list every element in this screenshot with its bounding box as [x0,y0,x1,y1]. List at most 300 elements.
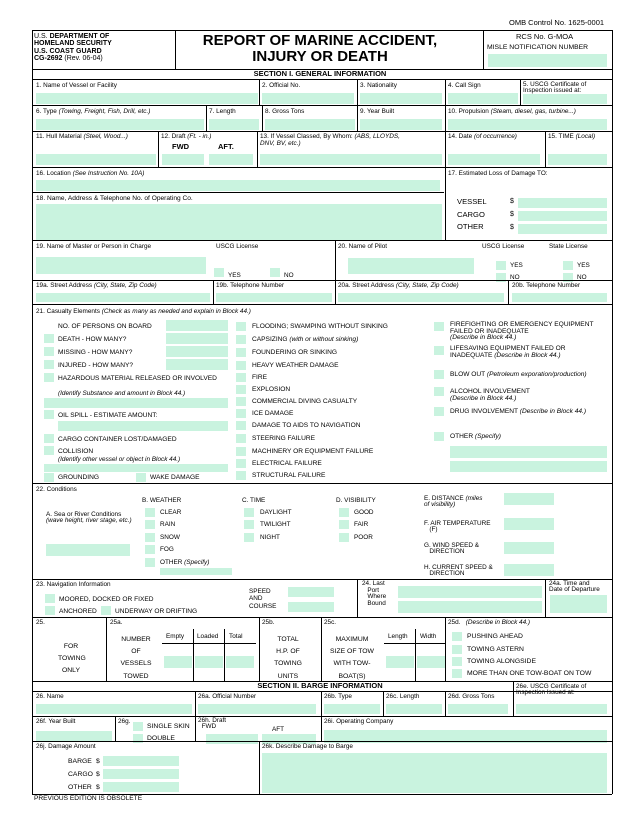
label-loaded: Loaded [197,633,219,640]
label-barge-name: 26. Name [36,693,64,700]
form-title: REPORT OF MARINE ACCIDENT, INJURY OR DEATH [202,32,438,65]
label-barge-gross-tons: 26d. Gross Tons [448,693,495,700]
rule-line [262,105,263,131]
label-tow-length: Length [388,633,408,640]
label-pushing-ahead: PUSHING AHEAD [467,633,523,640]
aids-navigation-checkbox[interactable] [236,421,246,430]
rule-line [195,691,196,741]
label-speed-course: SPEED AND COURSE [249,588,277,610]
label-hazmat-hint: (Identify Substance and amount in Block 44.) [58,390,186,397]
label-good: GOOD [354,509,374,516]
label-uscg-cert: 5. USCG Certificate of Inspection issued at: [523,81,587,95]
persons-on-board-field[interactable] [166,320,228,331]
propulsion-field[interactable] [448,119,607,130]
label-official-no: 2. Official No. [262,82,301,89]
wake-damage-checkbox[interactable] [136,473,146,482]
oil-spill-checkbox[interactable] [44,410,54,419]
speed-field[interactable] [288,587,334,597]
heavy-weather-checkbox[interactable] [236,361,246,370]
rule-line [32,617,612,618]
pilot-name-field[interactable] [348,258,474,274]
previous-edition-note: PREVIOUS EDITION IS OBSOLETE [34,795,143,802]
label-year-built: 9. Year Built [360,108,395,115]
agency-name [34,33,112,62]
rule-line [32,105,612,106]
wind-speed-field[interactable] [504,542,554,554]
label-distance: E. DISTANCE (miles of visibility) [424,495,483,509]
moored-checkbox[interactable] [45,594,55,603]
rule-line [32,79,612,80]
rule-line [158,131,159,167]
label-wake-damage: WAKE DAMAGE [150,474,200,481]
weather-snow-checkbox[interactable] [145,533,155,542]
ice-damage-checkbox[interactable] [236,409,246,418]
uscg-cert-field[interactable] [523,94,607,104]
grounding-checkbox[interactable] [44,473,54,482]
label-steering-failure: STEERING FAILURE [252,435,316,442]
rule-line [357,579,358,617]
rule-line [520,79,521,105]
rule-line [32,30,33,794]
label-death: DEATH - HOW MANY? [58,336,127,343]
label-date: 14. Date (of occurrence) [448,133,517,140]
rule-line [545,131,546,167]
rule-line [321,691,322,741]
draft-fwd-field[interactable] [162,154,204,165]
rule-line [224,629,225,681]
label-barge-year-built: 26f. Year Built [36,718,76,725]
rule-line [106,617,107,681]
label-cargo-lost: CARGO CONTAINER LOST/DAMAGED [58,436,177,443]
label-heavy-weather: HEAVY WEATHER DAMAGE [252,362,339,369]
damage-barge-field[interactable] [103,756,179,766]
date-field[interactable] [448,154,540,165]
label-fire: FIRE [252,374,268,381]
rule-line [32,30,612,31]
label-double-skin: DOUBLE [147,735,175,742]
master-license-no-checkbox[interactable] [270,268,280,277]
section-1-heading: SECTION I. GENERAL INFORMATION [253,69,387,78]
barge-name-field[interactable] [36,704,192,714]
describe-damage-field[interactable] [262,753,607,793]
master-name-field[interactable] [36,257,206,274]
label-propulsion: 10. Propulsion (Steam, diesel, gas, turbine...) [448,108,576,115]
distance-visibility-field[interactable] [504,493,554,505]
label-collision-hint: (Identify other vessel or object in Block 44.) [58,456,181,463]
master-address-field[interactable] [36,293,210,302]
rule-line [193,629,194,681]
single-skin-checkbox[interactable] [133,722,143,731]
weather-other-field[interactable] [160,568,232,575]
course-field[interactable] [288,602,334,612]
label-diving-casualty: COMMERCIAL DIVING CASUALTY [252,398,358,405]
oil-spill-amount-field[interactable] [58,421,228,431]
where-bound-field[interactable] [398,601,542,613]
label-total-vessels: Total [229,633,243,640]
rule-line [445,79,446,240]
master-license-yes-checkbox[interactable] [214,268,224,277]
rule-line [32,167,612,168]
label-master: 19. Name of Master or Person in Charge [36,243,152,250]
rule-line [513,681,514,716]
time-departure-field[interactable] [550,595,607,613]
classed-by-field[interactable] [260,154,442,165]
last-port-field[interactable] [398,586,542,598]
pilot-uscg-yes-checkbox[interactable] [496,261,506,270]
hazmat-detail-field[interactable] [44,398,228,408]
steering-failure-checkbox[interactable] [236,434,246,443]
label-owner-address: 18. Name, Address & Telephone No. of Operating Co. [36,195,193,202]
weather-fog-checkbox[interactable] [145,545,155,554]
rule-line [321,617,322,681]
rule-line [259,617,260,681]
label-fair: FAIR [354,521,369,528]
loss-vessel-field[interactable] [518,198,607,208]
label-block-25c: 25c. [324,619,337,626]
label-night: NIGHT [260,534,280,541]
rule-line [357,79,358,105]
label-number-vessels-towed: NUMBER OF VESSELS TOWED [120,636,152,680]
rule-line [32,579,612,580]
label-barge-length: 26c. Length [386,693,420,700]
label-block-25b: 25b. [262,619,275,626]
vessel-name-field[interactable] [36,93,258,104]
barge-draft-fwd-field[interactable] [206,734,258,744]
blowout-checkbox[interactable] [434,370,444,379]
label-barge-draft: 26h. Draft FWD [198,717,227,731]
cargo-lost-checkbox[interactable] [44,434,54,443]
label-persons-on-board: NO. OF PERSONS ON BOARD [58,323,152,330]
structural-failure-checkbox[interactable] [236,471,246,480]
rule-line [213,280,214,304]
drug-checkbox[interactable] [434,407,444,416]
empty-count-field[interactable] [164,656,192,668]
rule-line [32,794,612,795]
capsizing-checkbox[interactable] [236,335,246,344]
other-casualty-field-1[interactable] [450,446,607,458]
label-electrical-failure: ELECTRICAL FAILURE [252,460,322,467]
label-total-hp: TOTAL H.P. OF TOWING UNITS [274,636,302,680]
injured-count-field[interactable] [166,359,228,370]
label-pilot-uscg-no: NO [510,274,520,281]
more-than-one-checkbox[interactable] [452,669,462,678]
hull-material-field[interactable] [36,154,156,165]
label-weather: B. WEATHER [142,497,182,504]
year-built-field[interactable] [360,119,442,130]
label-for-towing-only: FOR TOWING ONLY [58,643,86,675]
rcs-number: RCS No. G-MOA [516,32,574,41]
label-capsizing: CAPSIZING (with or without sinking) [252,336,359,343]
rule-line [162,643,256,644]
label-wind: G. WIND SPEED & DIRECTION [424,542,480,556]
pilot-state-yes-checkbox[interactable] [563,261,573,270]
rule-line [32,691,612,692]
pilot-address-field[interactable] [338,293,504,302]
label-pilot-state-yes: YES [577,262,590,269]
label-block-25d: 25d. (Describe in Block 44.) [448,619,531,626]
tow-width-field[interactable] [417,656,445,668]
owner-address-field[interactable] [36,204,442,240]
rule-line [32,483,612,484]
injured-checkbox[interactable] [44,360,54,369]
pilot-phone-field[interactable] [512,293,607,302]
anchored-checkbox[interactable] [45,606,55,615]
rule-line [206,105,207,131]
agency-line-4: U.S. COAST GUARD [34,47,102,55]
machinery-failure-checkbox[interactable] [236,447,246,456]
label-time-of-day: C. TIME [242,497,266,504]
official-no-field[interactable] [262,93,354,104]
label-aids-navigation: DAMAGE TO AIDS TO NAVIGATION [252,422,361,429]
rule-line [175,30,176,69]
label-describe-damage: 26k. Describe Damage to Barge [262,743,353,750]
label-empty: Empty [166,633,185,640]
weather-other-checkbox[interactable] [145,558,155,567]
misle-label: MISLE NOTIFICATION NUMBER [487,44,589,51]
label-pilot-uscg-yes: YES [510,262,523,269]
twilight-checkbox[interactable] [244,520,254,529]
label-master-phone: 19b. Telephone Number [216,282,285,289]
label-last-port: 24. Last Port Where Bound [362,580,387,608]
label-drug: DRUG INVOLVEMENT (Describe in Block 44.) [450,408,587,415]
label-hazmat: HAZARDOUS MATERIAL RELEASED OR INVOLVED [58,375,217,382]
label-alcohol: ALCOHOL INVOLVEMENT (Describe in Block 44.) [450,388,530,402]
label-length: 7. Length [209,108,236,115]
towing-alongside-checkbox[interactable] [452,657,462,666]
death-count-field[interactable] [166,333,228,344]
label-pilot: 20. Name of Pilot [338,243,388,250]
weather-rain-checkbox[interactable] [145,520,155,529]
night-checkbox[interactable] [244,533,254,542]
label-poor: POOR [354,534,373,541]
label-single-skin: SINGLE SKIN [147,723,190,730]
label-underway: UNDERWAY OR DRIFTING [115,608,198,615]
label-snow: SNOW [160,534,180,541]
diving-casualty-checkbox[interactable] [236,397,246,406]
label-grounding: GROUNDING [58,474,100,481]
label-barge-cert: 26e. USCG Certificate of Inspection Issued at: [516,683,587,697]
location-field[interactable] [36,180,440,191]
label-gross-tons: 8. Gross Tons [265,108,305,115]
label-other-casualty: OTHER (Specify) [450,433,501,440]
barge-gross-tons-field[interactable] [448,704,508,714]
rule-line [32,69,612,70]
label-casualty-elements: 21. Casualty Elements (Check as many as needed and explain in Block 44.) [36,308,251,315]
label-pilot-phone: 20b. Telephone Number [512,282,581,289]
label-block-25: 25. [36,619,45,626]
label-block-26g: 26g. [118,718,131,725]
rule-line [383,691,384,716]
other-casualty-checkbox[interactable] [434,432,444,441]
rule-line [545,579,546,617]
daylight-checkbox[interactable] [244,508,254,517]
label-rain: RAIN [160,521,176,528]
rule-line [612,30,613,794]
other-casualty-field-2[interactable] [450,461,607,472]
label-collision: COLLISION [58,448,94,455]
label-flooding: FLOODING; SWAMPING WITHOUT SINKING [252,323,388,330]
label-time: 15. TIME (Local) [548,133,596,140]
length-field[interactable] [209,119,259,130]
label-visibility: D. VISIBILITY [336,497,376,504]
barge-year-built-field[interactable] [36,731,112,741]
label-blowout: BLOW OUT (Petroleum exporation/production) [450,371,587,378]
label-max-size-tow: MAXIMUM SIZE OF TOW WITH TOW- BOAT(S) [330,636,374,680]
loss-cargo-field[interactable] [518,211,607,221]
rule-line [32,240,612,241]
draft-aft-field[interactable] [209,154,253,165]
rule-line [259,79,260,105]
total-count-field[interactable] [226,656,254,668]
tow-length-field[interactable] [386,656,414,668]
rule-line [357,105,358,131]
label-est-loss: 17. Estimated Loss of Damage TO: [448,170,548,177]
death-checkbox[interactable] [44,334,54,343]
barge-type-field[interactable] [324,704,380,714]
barge-cert-field[interactable] [516,704,607,714]
label-weather-other: OTHER (Specify) [160,559,210,566]
rule-line [257,131,258,167]
label-master-no: NO [284,272,294,279]
label-towing-astern: TOWING ASTERN [467,646,524,653]
label-injured: INJURED - HOW MANY? [58,362,134,369]
label-daylight: DAYLIGHT [260,509,292,516]
label-lifesaving: LIFESAVING EQUIPMENT FAILED OR INADEQUATE (Describe in Block 44.) [450,345,566,359]
rule-line [335,240,336,304]
label-damage-amount: 26j. Damage Amount [36,743,96,750]
label-draft-fwd: FWD [172,142,190,151]
label-block-25a: 25a. [110,619,123,626]
label-current: H. CURRENT SPEED & DIRECTION [424,564,493,578]
label-explosion: EXPLOSION [252,386,291,393]
rule-line [32,192,444,193]
label-hull-material: 11. Hull Material (Steel, Wood...) [36,133,128,140]
weather-clear-checkbox[interactable] [145,508,155,517]
label-firefighting: FIREFIGHTING OR EMERGENCY EQUIPMENT FAILED OR INADEQUATE (Describe in Block 44.) [450,321,594,342]
label-state-license: State License [549,243,588,250]
sea-conditions-field[interactable] [46,544,130,556]
type-field[interactable] [36,119,204,130]
underway-checkbox[interactable] [101,606,111,615]
call-sign-field[interactable] [448,93,518,104]
agency-line-2: DEPARTMENT OF [49,33,110,40]
loss-labels: VESSEL CARGO OTHER [457,197,487,232]
barge-length-field[interactable] [386,704,442,714]
label-fog: FOG [160,546,174,553]
lifesaving-checkbox[interactable] [434,346,444,355]
collision-detail-field[interactable] [44,464,228,472]
label-barge-type: 26b. Type [324,693,352,700]
label-barge-aft: AFT [272,726,285,733]
damage-other-field[interactable] [103,782,179,792]
label-operating-company: 26i. Operating Company [324,718,394,725]
label-master-yes: YES [228,272,241,279]
agency-line-3: HOMELAND SECURITY [34,40,112,48]
form-revision: (Rev. 06-04) [64,55,103,63]
label-ice-damage: ICE DAMAGE [252,410,294,417]
barge-official-no-field[interactable] [198,704,316,714]
loss-other-field[interactable] [518,224,607,234]
label-missing: MISSING - HOW MANY? [58,349,133,356]
current-speed-field[interactable] [504,564,554,576]
damage-cargo-field[interactable] [103,769,179,779]
label-master-address: 19a. Street Address (City, State, Zip Code) [36,282,157,289]
label-machinery-failure: MACHINERY OR EQUIPMENT FAILURE [252,448,374,455]
form-number: CG-2692 [34,55,63,63]
firefighting-checkbox[interactable] [434,322,444,331]
label-type: 6. Type (Towing, Freight, Fish, Drill, etc.) [36,108,151,115]
collision-checkbox[interactable] [44,446,54,455]
missing-checkbox[interactable] [44,347,54,356]
rule-line [32,716,612,717]
pushing-ahead-checkbox[interactable] [452,632,462,641]
time-field[interactable] [548,154,607,165]
label-classed-by: 13. If Vessel Classed, By Whom: (ABS, LLOYDS, DNV, BV, etc.) [260,133,400,148]
rule-line [259,741,260,794]
label-pilot-address: 20a. Street Address (City, State, Zip Code) [338,282,459,289]
towing-astern-checkbox[interactable] [452,645,462,654]
visibility-fair-checkbox[interactable] [339,520,349,529]
rule-line [445,691,446,716]
label-moored: MOORED, DOCKED OR FIXED [59,596,154,603]
flooding-checkbox[interactable] [236,322,246,331]
form-page: OMB Control No. 1625-0001 U.S. DEPARTMENT OF HOMELAND SECURITY U.S. COAST GUARD CG-2692 (Rev. 06-04) REPORT OF MARINE ACCIDENT, INJURY OR DEATH RCS No. G-MOA MISLE NOTIFICATION NUMBER SECTION I. GENERAL INFORMATION 1. Name of Vessel or Facility 2. Official No. 3. Nationality 4. Call Sign 5. USCG Certificate of Inspection issued at: 6. Type (Towing, Freight, Fish, Drill, etc.) 7. Length 8. Gross Tons 9. Year Built 10. Propulsion (Steam, diesel, gas, turbine...) 11. Hull Material (Steel, Wood...) 12. Draft (Ft. - in.) FWD AFT. 13. If Vessel Classed, By Whom: (ABS, LLOYDS, DNV, BV, etc.) 14. Date (of occurrence) 15. TIME (Local) 16. Location (See Instruction No. 10A) 17. Estimated Loss of Damage TO: 18. Name, Address & Telephone No. of Operating Co. VESSEL CARGO OTHER $ $ $ 19. Name of Master or Person in Charge USCG License YES NO 20. Name of Pilot USCG License State License YES NO YES NO 19a. Street Address (City, State, Zip Code) 19b. Telephone Number 20a. Street Address (City, State, Zip Code) 20b. Telephone Number 21. Casualty Elements (Check as many as needed and explain in Block 44.) NO. OF PERSONS ON BOARD DEATH - HOW MANY? MISSING - HOW MANY? INJURED - HOW MANY? HAZARDOUS MATERIAL RELEASED OR INVOLVED (Identify Substance and amount in Block 44.) OIL SPILL - ESTIMATE AMOUNT: CARGO CONTAINER LOST/DAMAGED COLLISION (Identify other vessel or object in Block 44.) GROUNDING WAKE DAMAGE FLOODING; SWAMPING WITHOUT SINKING CAPSIZING (with or without sinking) FOUNDERING OR SINKING HEAVY WEATHER DAMAGE FIRE EXPLOSION COMMERCIAL DIVING CASUALTY ICE DAMAGE DAMAGE TO AIDS TO NAVIGATION STEERING FAILURE MACHINERY OR EQUIPMENT FAILURE ELECTRICAL FAILURE STRUCTURAL FAILURE FIREFIGHTING OR EMERGENCY EQUIPMENT FAILED OR INADEQUATE (Describe in Block 44.) LIFESAVING EQUIPMENT FAILED OR INADEQUATE (Describe in Block 44.) BLOW OUT (Petroleum exporation/production) ALCOHOL INVOLVEMENT (Describe in Block 44.) DRUG INVOLVEMENT (Describe in Block 44.) OTHER (Specify) 22. Conditions A. Sea or River Conditions (wave height, river stage, etc.) B. WEATHER CLEAR RAIN SNOW FOG OTHER (Specify) C. TIME DAYLIGHT TWILIGHT NIGHT D. VISIBILITY GOOD FAIR POOR E. DISTANCE (miles of visibility) F. AIR TEMPERATURE (F) G. WIND SPEED & DIRECTION H. CURRENT SPEED & DIRECTION 23. Navigation Information MOORED, DOCKED OR FIXED ANCHORED UNDERWAY OR DRIFTING SPEED AND COURSE 24. Last Port Where Bound 24a. Time and Date of Departure 25. FOR TOWING ONLY 25a. NUMBER OF VESSELS TOWED Empty Loaded Total 25b. TOTAL H.P. OF TOWING UNITS 25c. MAXIMUM SIZE OF TOW WITH TOW- BOAT(S) Length Width 25d. (Describe in Block 44.) PUSHING AHEAD TOWING ASTERN TOWING ALONGSIDE MORE THAN ONE TOW-BOAT ON TOW SECTION II. BARGE INFORMATION 26e. USCG Certificate of Inspection Issued at: 26. Name 26a. Official Number 26b. Type 26c. Length 26d. Gross Tons 26f. Year Built 26g. SINGLE SKIN DOUBLE 26h. Draft FWD AFT 26i. Operating Company 26j. Damage Amount BARGE CARGO OTHER $ $ $ 26k. Describe Damage to Barge PREVIOUS EDITION IS OBSOLETE [0,0,640,828]
label-towing-alongside: TOWING ALONGSIDE [467,658,536,665]
rule-line [32,304,612,305]
explosion-checkbox[interactable] [236,385,246,394]
rule-line [32,131,612,132]
label-conditions: 22. Conditions [36,486,77,493]
label-foundering: FOUNDERING OR SINKING [252,349,337,356]
nationality-field[interactable] [360,93,442,104]
rule-line [415,629,416,681]
gross-tons-field[interactable] [265,119,355,130]
label-pilot-license: USCG License [482,243,525,250]
rule-line [32,681,612,682]
label-anchored: ANCHORED [59,608,97,615]
label-draft: 12. Draft (Ft. - in.) [161,133,212,140]
master-phone-field[interactable] [216,293,332,302]
label-master-license: USCG License [216,243,259,250]
rule-line [445,617,446,681]
alcohol-checkbox[interactable] [434,387,444,396]
rule-line [115,716,116,741]
hazmat-checkbox[interactable] [44,373,54,382]
foundering-checkbox[interactable] [236,348,246,357]
label-location: 16. Location (See Instruction No. 10A) [36,170,145,177]
agency-line-1: U.S. [34,33,48,40]
label-barge-official-no: 26a. Official Number [198,693,257,700]
label-pilot-state-no: NO [577,274,587,281]
label-structural-failure: STRUCTURAL FAILURE [252,472,326,479]
visibility-good-checkbox[interactable] [339,508,349,517]
label-clear: CLEAR [160,509,182,516]
fire-checkbox[interactable] [236,373,246,382]
rule-line [32,280,612,281]
loaded-count-field[interactable] [195,656,223,668]
air-temperature-field[interactable] [504,518,554,530]
misle-number-field[interactable] [488,54,607,67]
rule-line [32,741,612,742]
label-twilight: TWILIGHT [260,521,291,528]
label-more-than-one: MORE THAN ONE TOW-BOAT ON TOW [467,670,592,677]
electrical-failure-checkbox[interactable] [236,459,246,468]
visibility-poor-checkbox[interactable] [339,533,349,542]
label-air-temp: F. AIR TEMPERATURE (F) [424,520,491,534]
missing-count-field[interactable] [166,346,228,357]
damage-amount-labels: BARGE CARGO OTHER [68,758,93,791]
label-tow-width: Width [420,633,437,640]
